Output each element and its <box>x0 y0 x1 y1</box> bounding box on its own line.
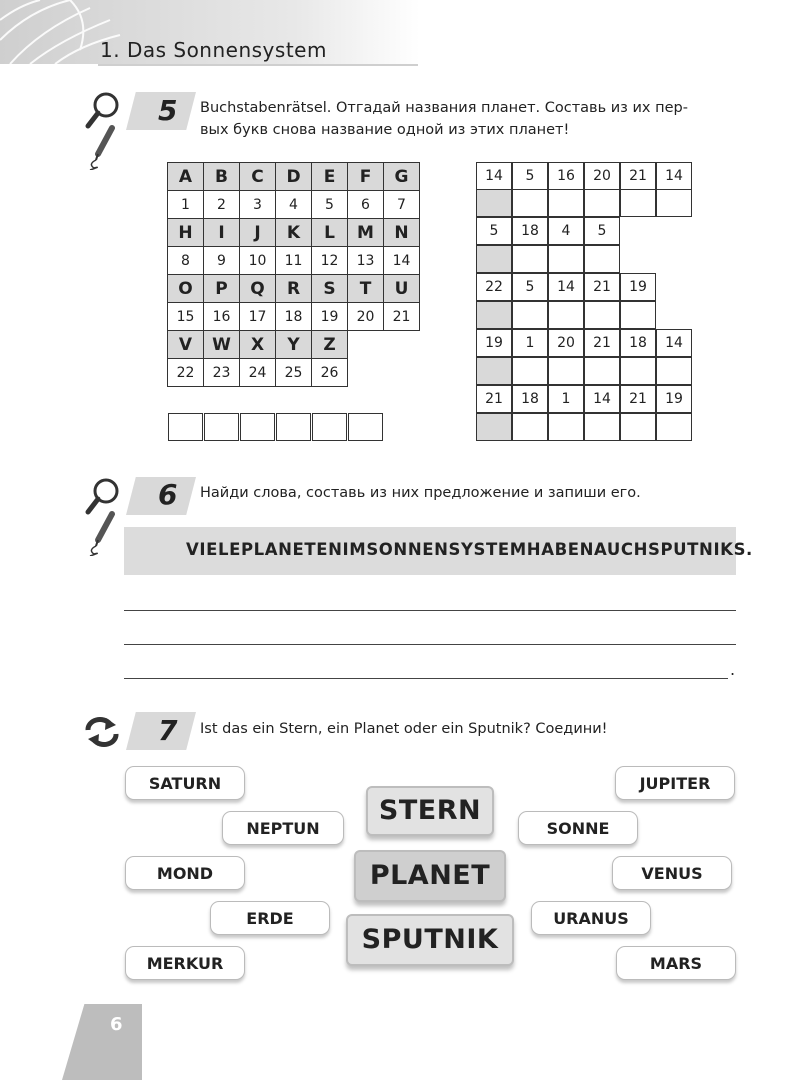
key-number: 19 <box>312 303 348 331</box>
key-letter: Q <box>240 275 276 303</box>
exercise-number: 7 <box>158 714 178 747</box>
key-number: 24 <box>240 359 276 387</box>
letter-chain: VIELEPLANETENIMSONNENSYSTEMHABENAUCHSPUTNIKS. <box>186 540 753 559</box>
answer-cell[interactable] <box>548 189 584 217</box>
key-number: 10 <box>240 247 276 275</box>
code-cell: 14 <box>548 273 584 301</box>
answer-cell[interactable] <box>548 301 584 329</box>
answer-cell[interactable] <box>656 189 692 217</box>
code-cell: 21 <box>584 273 620 301</box>
key-number: 12 <box>312 247 348 275</box>
word-merkur[interactable]: MERKUR <box>125 946 245 980</box>
word-venus[interactable]: VENUS <box>612 856 732 890</box>
exercise-5-instruction-line1: Buchstabenrätsel. Отгадай названия планет. Составь из их пер- <box>200 100 688 116</box>
key-letter: D <box>276 163 312 191</box>
empty-cell <box>348 359 384 387</box>
key-number: 20 <box>348 303 384 331</box>
exercise-5-instruction-line2: вых букв снова название одной из этих планет! <box>200 122 570 138</box>
key-letter: M <box>348 219 384 247</box>
key-number: 14 <box>384 247 420 275</box>
answer-box[interactable] <box>240 413 275 441</box>
magnifier-pencil-icon <box>84 476 124 560</box>
answer-cell-first-letter[interactable] <box>476 357 512 385</box>
word-neptun[interactable]: NEPTUN <box>222 811 344 845</box>
code-cell: 5 <box>476 217 512 245</box>
exercise-5-instruction <box>200 97 735 141</box>
key-letter: I <box>204 219 240 247</box>
answer-cell[interactable] <box>656 357 692 385</box>
page-number: 6 <box>110 1014 123 1035</box>
answer-cell[interactable] <box>512 301 548 329</box>
key-letter: S <box>312 275 348 303</box>
exercise-number: 5 <box>158 94 178 127</box>
empty-cell <box>384 359 420 387</box>
key-number: 2 <box>204 191 240 219</box>
key-number: 5 <box>312 191 348 219</box>
writing-line[interactable] <box>124 610 736 611</box>
key-number: 25 <box>276 359 312 387</box>
word-uranus[interactable]: URANUS <box>531 901 651 935</box>
code-cell: 18 <box>620 329 656 357</box>
cycle-arrows-icon <box>84 716 120 752</box>
key-letter: A <box>168 163 204 191</box>
key-number: 3 <box>240 191 276 219</box>
answer-box[interactable] <box>348 413 383 441</box>
key-number: 16 <box>204 303 240 331</box>
key-letter: Y <box>276 331 312 359</box>
key-letter: Z <box>312 331 348 359</box>
key-letter: F <box>348 163 384 191</box>
key-number: 21 <box>384 303 420 331</box>
empty-cell <box>384 331 420 359</box>
answer-cell-first-letter[interactable] <box>476 413 512 441</box>
answer-cell[interactable] <box>512 189 548 217</box>
answer-cell[interactable] <box>620 413 656 441</box>
exercise-6-instruction: Найди слова, составь из них предложение и запиши его. <box>200 485 641 501</box>
code-cell: 21 <box>620 385 656 413</box>
answer-cell[interactable] <box>548 245 584 273</box>
key-number: 13 <box>348 247 384 275</box>
key-letter: K <box>276 219 312 247</box>
key-letter: H <box>168 219 204 247</box>
key-letter: N <box>384 219 420 247</box>
answer-cell-first-letter[interactable] <box>476 245 512 273</box>
answer-cell[interactable] <box>620 357 656 385</box>
code-cell: 21 <box>620 162 656 190</box>
key-letter: O <box>168 275 204 303</box>
alphabet-key-table <box>167 162 420 387</box>
category-stern[interactable]: STERN <box>366 786 494 836</box>
answer-cell[interactable] <box>548 413 584 441</box>
sentence-end-period: . <box>730 660 736 679</box>
answer-cell-first-letter[interactable] <box>476 301 512 329</box>
code-cell: 20 <box>584 162 620 190</box>
answer-box[interactable] <box>312 413 347 441</box>
code-cell: 14 <box>476 162 512 190</box>
key-letter: R <box>276 275 312 303</box>
empty-cell <box>348 331 384 359</box>
code-cell: 20 <box>548 329 584 357</box>
key-number: 4 <box>276 191 312 219</box>
key-letter: B <box>204 163 240 191</box>
key-letter: W <box>204 331 240 359</box>
key-number: 7 <box>384 191 420 219</box>
code-cell: 1 <box>548 385 584 413</box>
key-letter: V <box>168 331 204 359</box>
code-cell: 19 <box>620 273 656 301</box>
answer-cell[interactable] <box>512 245 548 273</box>
key-letter: G <box>384 163 420 191</box>
key-number: 6 <box>348 191 384 219</box>
word-erde[interactable]: ERDE <box>210 901 330 935</box>
code-cell: 14 <box>584 385 620 413</box>
key-number: 9 <box>204 247 240 275</box>
answer-box[interactable] <box>204 413 239 441</box>
writing-line[interactable] <box>124 644 736 645</box>
code-cell: 19 <box>656 385 692 413</box>
key-number: 1 <box>168 191 204 219</box>
key-letter: L <box>312 219 348 247</box>
answer-cell[interactable] <box>512 413 548 441</box>
answer-cell[interactable] <box>584 357 620 385</box>
exercise-7-instruction: Ist das ein Stern, ein Planet oder ein Sputnik? Соедини! <box>200 721 608 737</box>
answer-box[interactable] <box>276 413 311 441</box>
code-cell: 22 <box>476 273 512 301</box>
code-cell: 18 <box>512 385 548 413</box>
key-number: 17 <box>240 303 276 331</box>
key-number: 23 <box>204 359 240 387</box>
key-number: 18 <box>276 303 312 331</box>
word-saturn[interactable]: SATURN <box>125 766 245 800</box>
word-sonne[interactable]: SONNE <box>518 811 638 845</box>
word-mond[interactable]: MOND <box>125 856 245 890</box>
code-cell: 19 <box>476 329 512 357</box>
page-number-tab <box>62 1004 142 1080</box>
code-cell: 5 <box>512 273 548 301</box>
category-sputnik[interactable]: SPUTNIK <box>346 914 514 966</box>
answer-cell[interactable] <box>620 301 656 329</box>
code-cell: 5 <box>512 162 548 190</box>
key-number: 26 <box>312 359 348 387</box>
word-mars[interactable]: MARS <box>616 946 736 980</box>
magnifier-pencil-icon <box>84 90 124 174</box>
code-cell: 1 <box>512 329 548 357</box>
key-letter: T <box>348 275 384 303</box>
answer-cell[interactable] <box>656 413 692 441</box>
key-letter: E <box>312 163 348 191</box>
key-letter: U <box>384 275 420 303</box>
key-letter: C <box>240 163 276 191</box>
answer-cell[interactable] <box>548 357 584 385</box>
exercise-number: 6 <box>158 478 178 511</box>
key-letter: X <box>240 331 276 359</box>
key-number: 11 <box>276 247 312 275</box>
code-cell: 21 <box>476 385 512 413</box>
key-letter: P <box>204 275 240 303</box>
answer-cell[interactable] <box>584 189 620 217</box>
answer-cell[interactable] <box>620 189 656 217</box>
answer-box[interactable] <box>168 413 203 441</box>
key-number: 22 <box>168 359 204 387</box>
word-jupiter[interactable]: JUPITER <box>615 766 735 800</box>
header-underline <box>98 64 418 66</box>
code-cell: 16 <box>548 162 584 190</box>
answer-cell[interactable] <box>584 301 620 329</box>
code-cell: 4 <box>548 217 584 245</box>
page-header-title: 1. Das Sonnensystem <box>100 38 327 62</box>
key-number: 8 <box>168 247 204 275</box>
code-cell: 14 <box>656 162 692 190</box>
answer-cell[interactable] <box>584 245 620 273</box>
answer-cell-first-letter[interactable] <box>476 189 512 217</box>
answer-cell[interactable] <box>584 413 620 441</box>
key-number: 15 <box>168 303 204 331</box>
code-cell: 18 <box>512 217 548 245</box>
category-planet[interactable]: PLANET <box>354 850 506 902</box>
code-cell: 14 <box>656 329 692 357</box>
code-cell: 5 <box>584 217 620 245</box>
writing-line[interactable] <box>124 678 728 679</box>
answer-cell[interactable] <box>512 357 548 385</box>
code-cell: 21 <box>584 329 620 357</box>
key-letter: J <box>240 219 276 247</box>
